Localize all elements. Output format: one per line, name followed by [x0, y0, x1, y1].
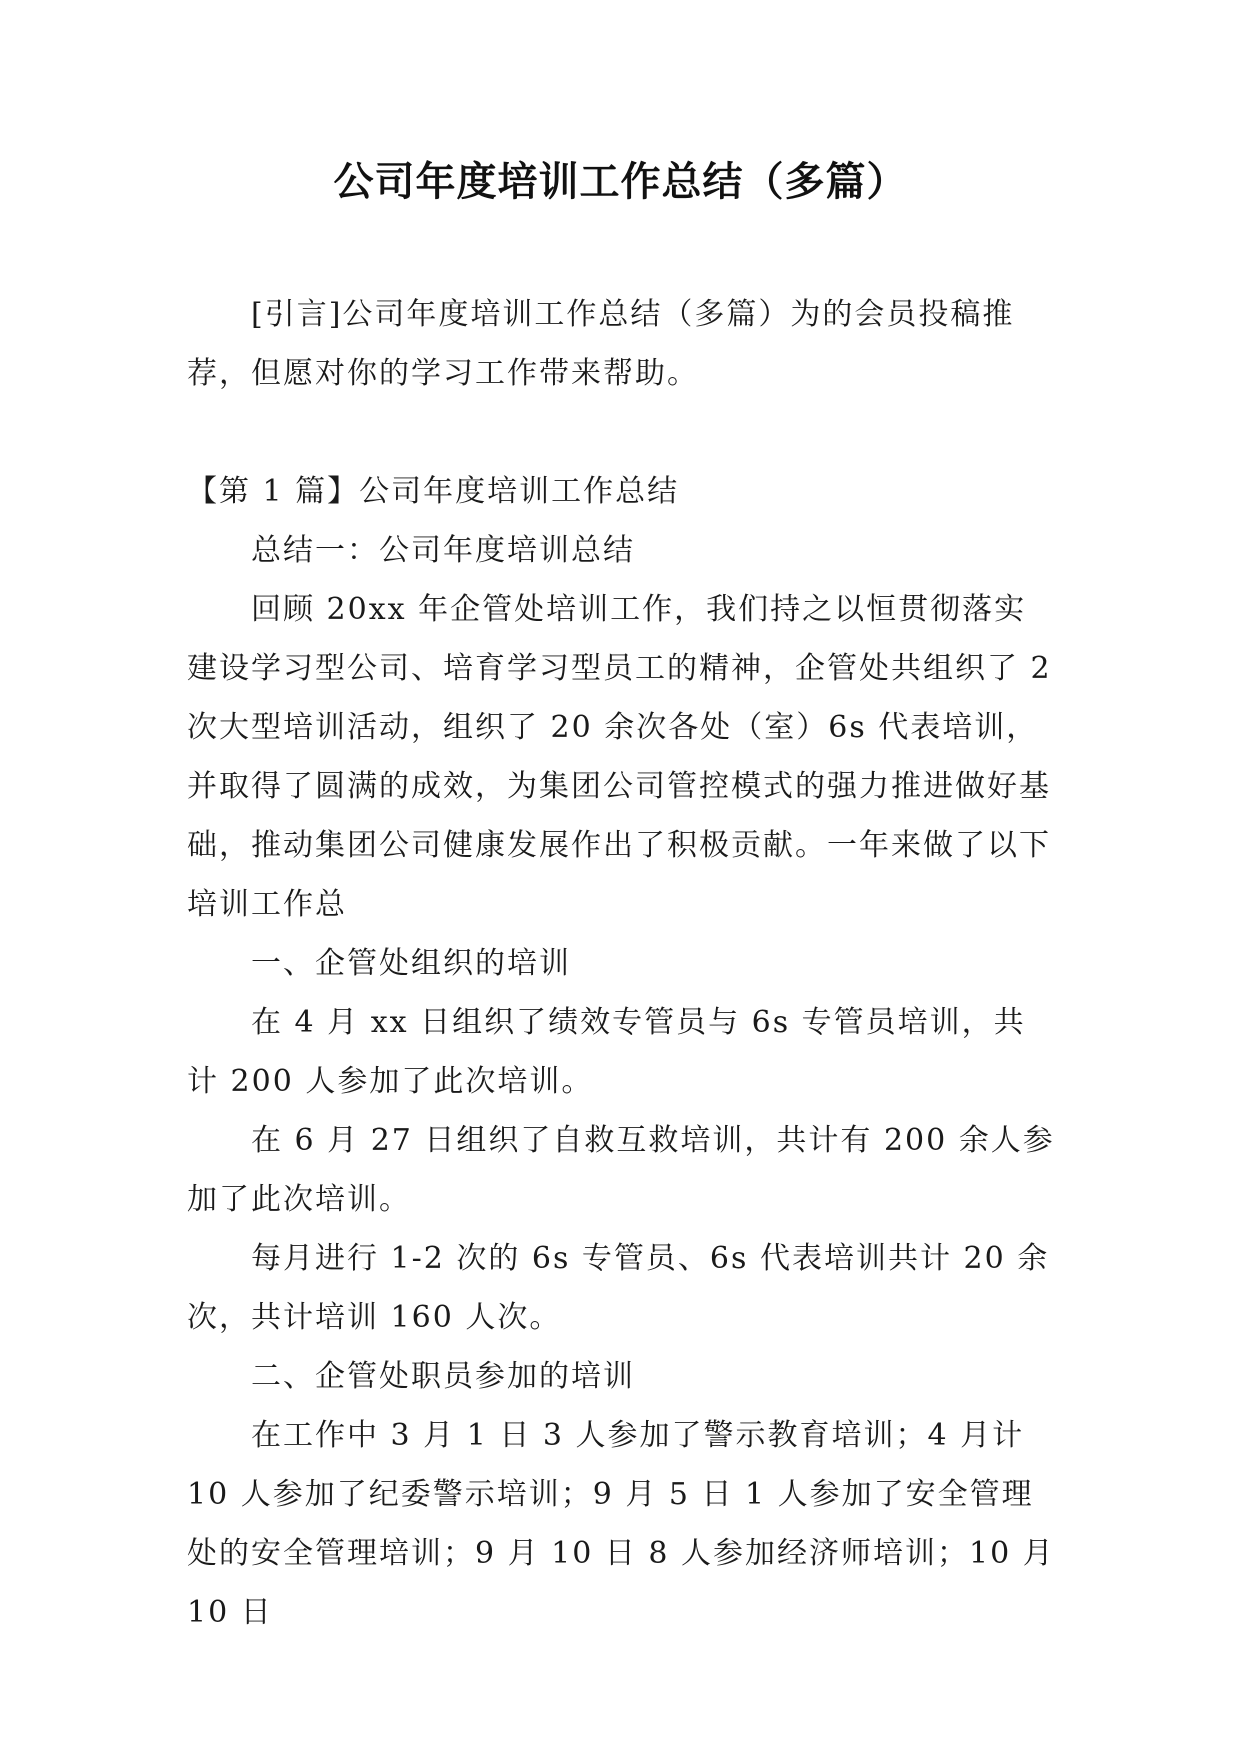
intro-paragraph: [引言]公司年度培训工作总结（多篇）为的会员投稿推荐，但愿对你的学习工作带来帮助。 — [187, 297, 1015, 391]
body-paragraph: 在 4 月 xx 日组织了绩效专管员与 6s 专管员培训，共计 200 人参加了此次培训。 — [187, 1005, 1026, 1099]
document-title: 公司年度培训工作总结（多篇） — [333, 159, 908, 205]
body-paragraph: 每月进行 1-2 次的 6s 专管员、6s 代表培训共计 20 余次，共计培训 160 人次。 — [187, 1241, 1050, 1335]
document-body — [187, 285, 1057, 1642]
body-heading-1: 一、企管处组织的培训 — [251, 946, 571, 981]
body-paragraph: 在工作中 3 月 1 日 3 人参加了警示教育培训；4 月计 10 人参加了纪委警示培训；9 月 5 日 1 人参加了安全管理处的安全管理培训；9 月 10 日 8 人参加经济师培训；10 月 10 日 — [187, 1418, 1055, 1630]
paragraph-spacer — [187, 403, 1057, 462]
body-paragraph: 回顾 20xx 年企管处培训工作，我们持之以恒贯彻落实建设学习型公司、培育学习型员工的精神，企管处共组织了 2 次大型培训活动，组织了 20 余次各处（室）6s 代表培训，并取得了圆满的成效，为集团公司管控模式的强力推进做好基础，推动集团公司健康发展作出了积极贡献。一年来做了以下培训工作总 — [187, 592, 1052, 922]
section-subtitle: 总结一：公司年度培训总结 — [251, 533, 635, 568]
section-heading: 【第 1 篇】公司年度培训工作总结 — [187, 474, 680, 509]
body-paragraph: 在 6 月 27 日组织了自救互救培训，共计有 200 余人参加了此次培训。 — [187, 1123, 1055, 1217]
body-heading-2: 二、企管处职员参加的培训 — [251, 1359, 635, 1394]
